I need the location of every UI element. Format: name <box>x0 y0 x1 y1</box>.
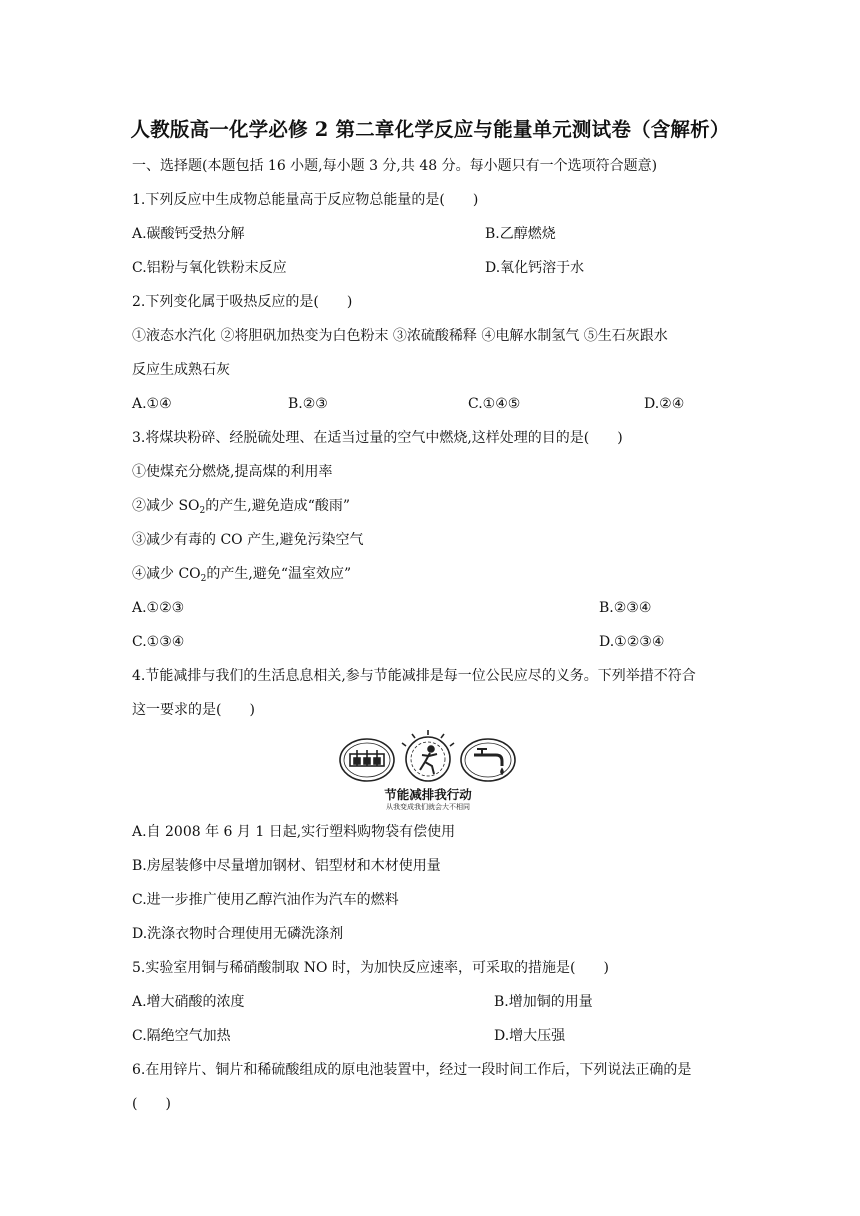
section-heading: 一、选择题(本题包括 16 小题,每小题 3 分,共 48 分。每小题只有一个选项符合题意) <box>132 158 658 174</box>
q3-statement-4: ④减少 $CO_2$的产生,避免“温室效应” <box>132 566 352 584</box>
q4-option-c: C.进一步推广使用乙醇汽油作为汽车的燃料 <box>132 892 399 908</box>
q4-option-b: B.房屋装修中尽量增加钢材、铝型材和木材使用量 <box>132 858 441 874</box>
q2-option-c: C.①④⑤ <box>468 396 521 412</box>
question-5-stem: 5.实验室用铜与稀硝酸制取 NO 时，为加快反应速率，可采取的措施是( ) <box>132 960 609 976</box>
q3-option-d: D.①②③④ <box>599 634 665 650</box>
plug-emblem-icon <box>340 739 394 781</box>
question-1-stem: 1.下列反应中生成物总能量高于反应物总能量的是( ) <box>132 192 479 208</box>
page-title: 人教版高一化学必修 2 第二章化学反应与能量单元测试卷（含解析） <box>130 118 730 141</box>
q5-option-a: A.增大硝酸的浓度 <box>132 994 245 1010</box>
q4-option-d: D.洗涤衣物时合理使用无磷洗涤剂 <box>132 926 344 942</box>
question-6-stem-line-2: ( ) <box>132 1096 171 1112</box>
q1-option-c: C.铝粉与氧化铁粉末反应 <box>132 260 287 276</box>
q5-option-b: B.增加铜的用量 <box>494 994 593 1010</box>
logo-main-caption: 节能减排我行动 <box>384 787 472 802</box>
q3-option-c: C.①③④ <box>132 634 185 650</box>
water-tap-emblem-icon <box>461 739 515 781</box>
logo-sub-caption: 从我变成我们就会大不相同 <box>386 803 470 810</box>
q3-option-b: B.②③④ <box>599 600 652 616</box>
q1-option-a: A.碳酸钙受热分解 <box>132 226 245 242</box>
q5-option-d: D.增大压强 <box>494 1028 566 1044</box>
q1-option-b: B.乙醇燃烧 <box>485 226 556 242</box>
q2-option-d: D.②④ <box>644 396 685 412</box>
sun-runner-emblem-icon <box>402 730 454 781</box>
q1-option-d: D.氧化钙溶于水 <box>485 260 585 276</box>
question-4-stem-line-2: 这一要求的是( ) <box>132 702 255 718</box>
energy-saving-logo <box>336 728 520 810</box>
question-4-stem-line-1: 4.节能减排与我们的生活息息相关,参与节能减排是每一位公民应尽的义务。下列举措不符合 <box>132 668 696 684</box>
q2-items-line-1: ①液态水汽化 ②将胆矾加热变为白色粉末 ③浓硫酸稀释 ④电解水制氢气 ⑤生石灰跟水 <box>132 328 668 344</box>
q2-items-line-2: 反应生成熟石灰 <box>132 362 230 378</box>
q3-statement-2: ②减少 $SO_2$的产生,避免造成“酸雨” <box>132 498 351 516</box>
q3-statement-1: ①使煤充分燃烧,提高煤的利用率 <box>132 464 333 480</box>
question-2-stem: 2.下列变化属于吸热反应的是( ) <box>132 294 353 310</box>
q2-option-a: A.①④ <box>132 396 172 412</box>
q5-option-c: C.隔绝空气加热 <box>132 1028 231 1044</box>
q3-option-a: A.①②③ <box>132 600 185 616</box>
q3-statement-3: ③减少有毒的 CO 产生,避免污染空气 <box>132 532 364 548</box>
question-6-stem-line-1: 6.在用锌片、铜片和稀硫酸组成的原电池装置中，经过一段时间工作后，下列说法正确的是 <box>132 1062 692 1078</box>
q2-option-b: B.②③ <box>288 396 328 412</box>
q4-option-a: A.自 2008 年 6 月 1 日起,实行塑料购物袋有偿使用 <box>132 824 456 840</box>
question-3-stem: 3.将煤块粉碎、经脱硫处理、在适当过量的空气中燃烧,这样处理的目的是( ) <box>132 430 623 446</box>
